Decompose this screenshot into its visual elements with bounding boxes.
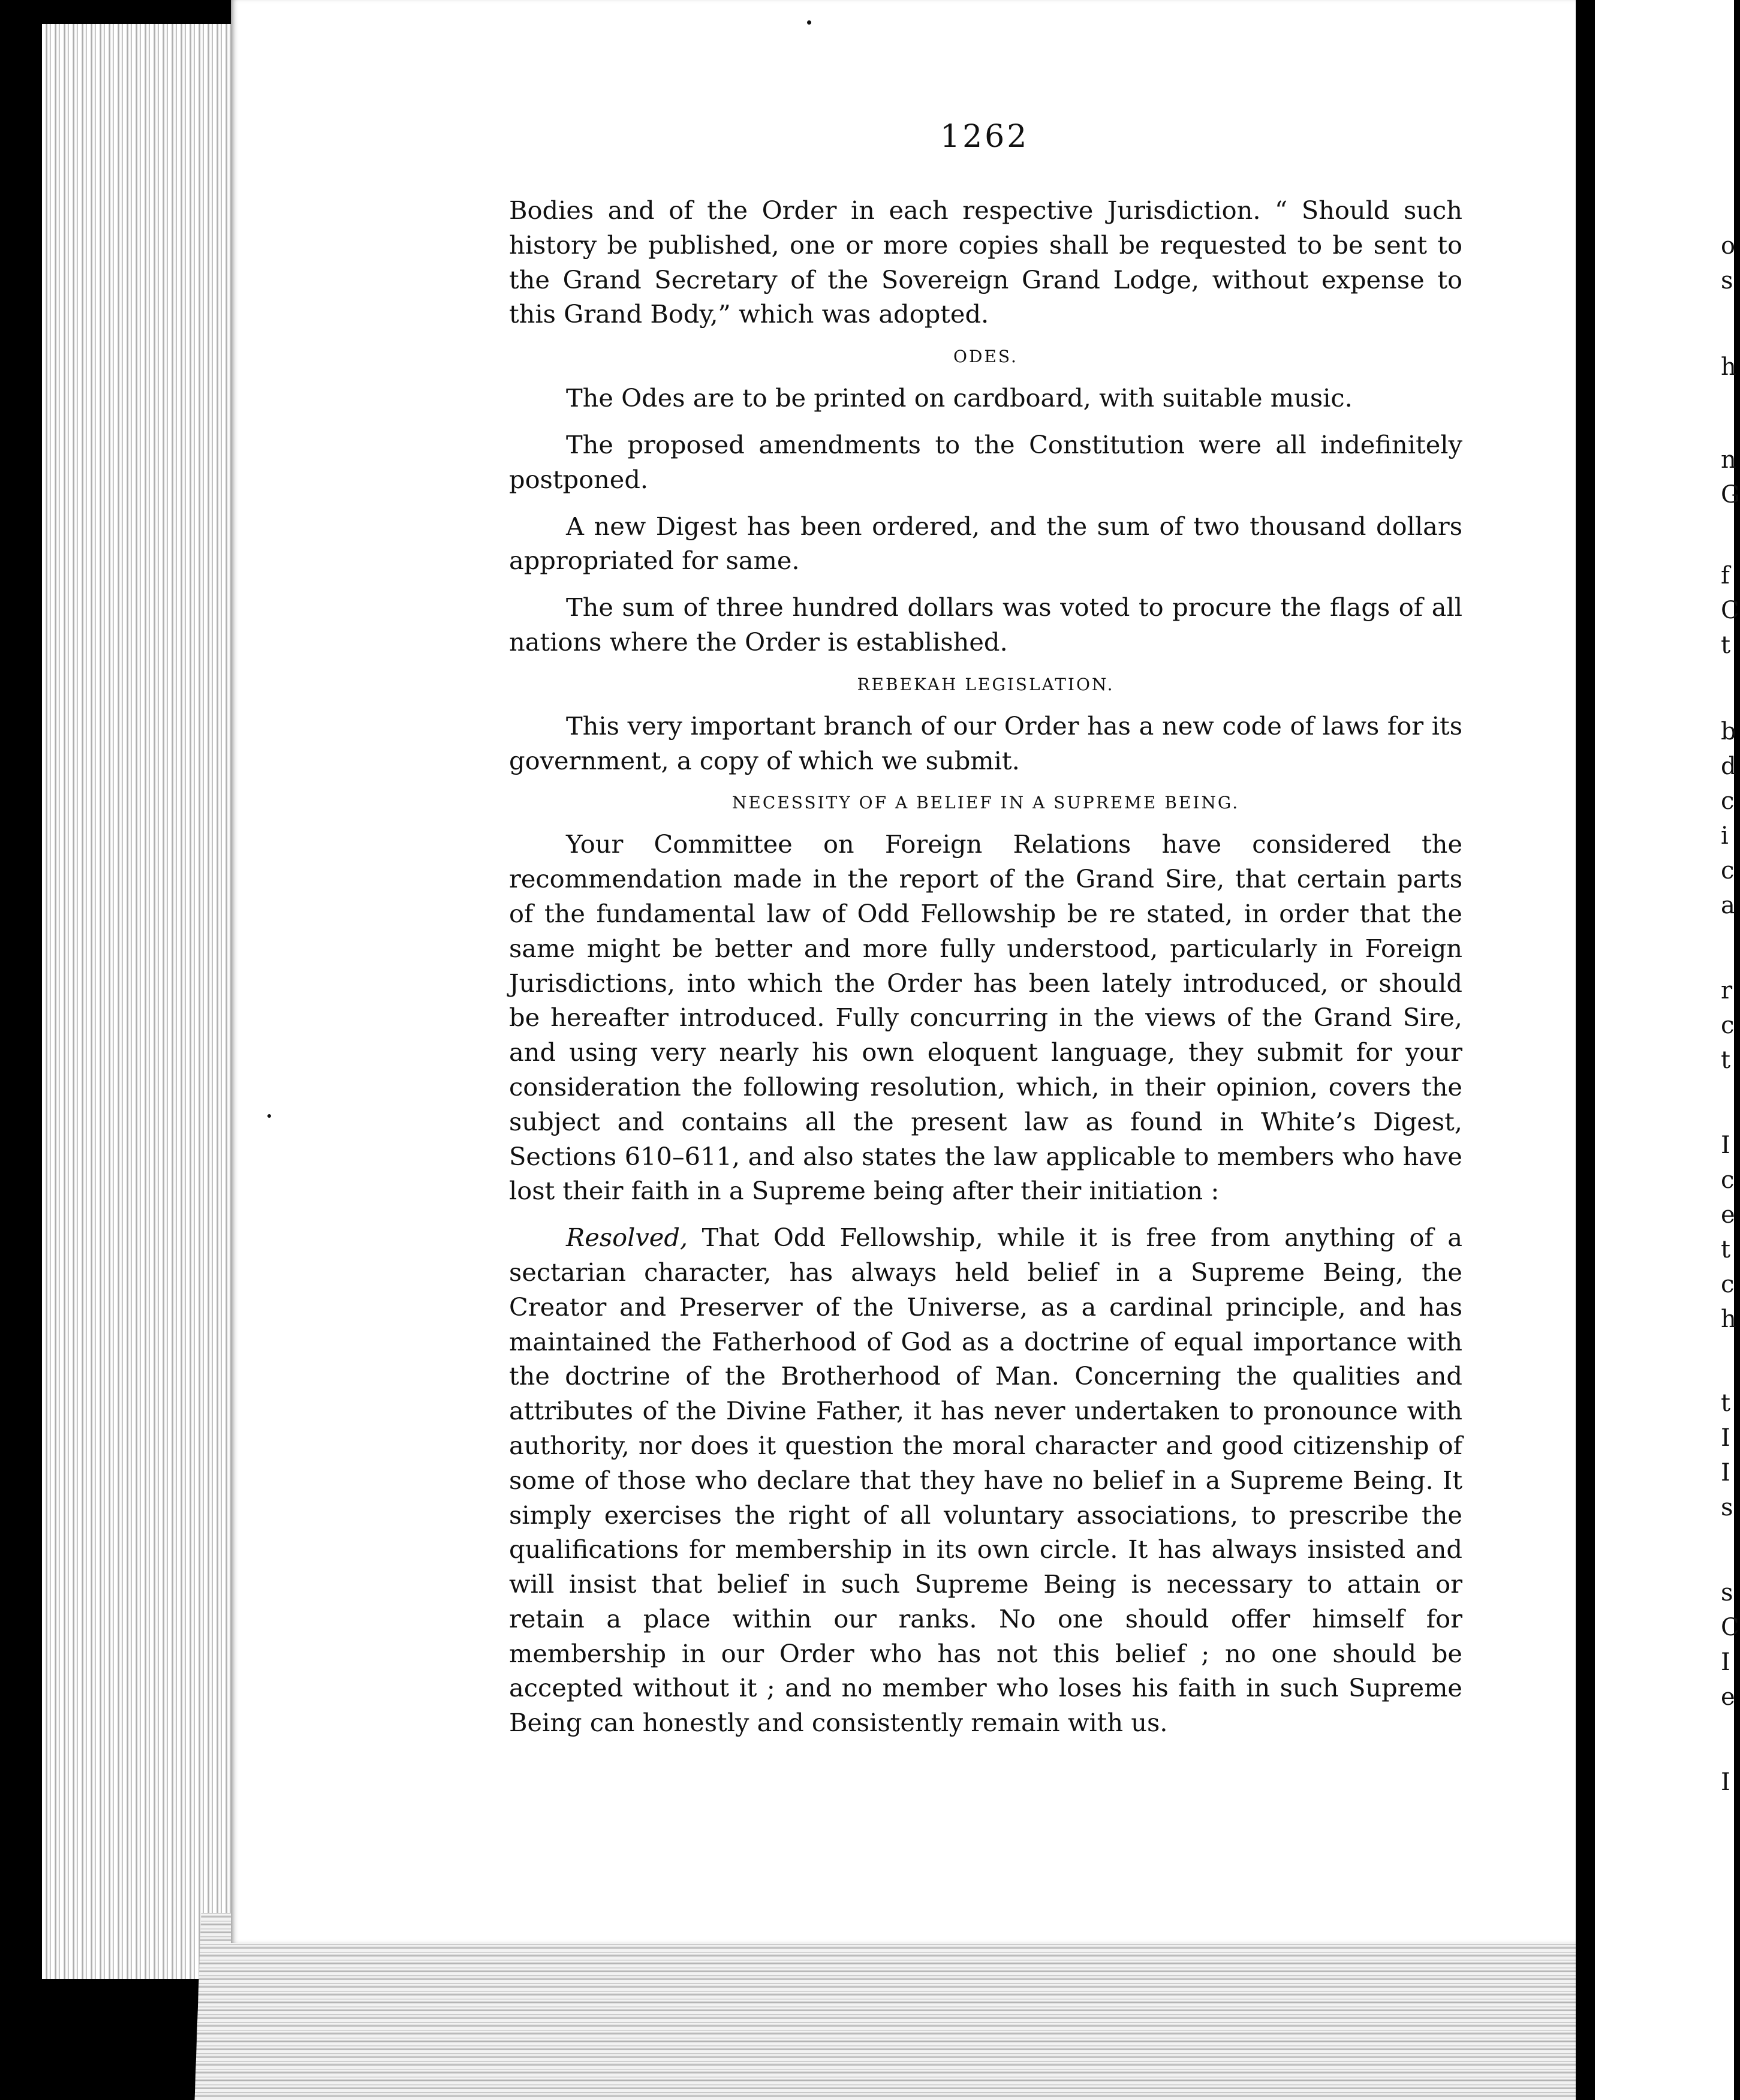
facing-page-letter: I <box>1721 1648 1730 1676</box>
facing-page-letter: c <box>1721 1271 1735 1298</box>
facing-page-letter: n <box>1721 446 1736 474</box>
facing-page-letter: i <box>1721 822 1729 850</box>
facing-page-letter: s <box>1721 1494 1733 1521</box>
facing-page-letter: e <box>1721 1683 1735 1711</box>
facing-page-letter: a <box>1721 892 1735 919</box>
page-text <box>509 193 1462 1752</box>
facing-page-letter: s <box>1721 1579 1733 1606</box>
book-gutter <box>1576 0 1596 2100</box>
facing-page-letter: f <box>1721 562 1730 589</box>
page-stack-edges <box>42 24 234 1979</box>
facing-page-letter: I <box>1721 1424 1730 1452</box>
facing-page-letter: e <box>1721 1201 1735 1229</box>
paragraph-resolved <box>509 1220 1462 1740</box>
facing-page-letter: h <box>1721 353 1736 381</box>
facing-page-letter: r <box>1721 977 1733 1004</box>
facing-page-letter: t <box>1721 631 1731 659</box>
paragraph-flags: The sum of three hundred dollars was voted to procure the flags of all nations where the Order is established. <box>509 592 1462 657</box>
facing-page-letter: t <box>1721 1236 1731 1263</box>
facing-page-letter: c <box>1721 1166 1735 1194</box>
facing-page-text <box>1721 0 1740 2100</box>
facing-page-letter: c <box>1721 857 1735 884</box>
resolved-label: Resolved, <box>566 1223 688 1253</box>
section-heading-rebekah: REBEKAH LEGISLATION. <box>857 674 1115 694</box>
facing-page-letter: s <box>1721 267 1733 294</box>
facing-page-letter: b <box>1721 718 1736 745</box>
paragraph-digest: A new Digest has been ordered, and the sum of two thousand dollars appropriated for same. <box>509 511 1462 576</box>
section-heading-odes: ODES. <box>953 347 1018 367</box>
scan-dark-border <box>0 0 45 2100</box>
facing-page-letter: I <box>1721 1768 1730 1796</box>
facing-page <box>1595 0 1734 2100</box>
facing-page-letter: h <box>1721 1305 1736 1333</box>
facing-page-letter: d <box>1721 753 1736 780</box>
paragraph-history: Bodies and of the Order in each respective Jurisdiction. “ Should such history be published, one or more copies shall be requested to be sent to the Grand Secretary of the Sovereign Grand Lodge, without expense to this Grand Body,” which was adopted. <box>509 195 1462 329</box>
paragraph-odes: The Odes are to be printed on cardboard, with suitable music. <box>566 383 1353 413</box>
paragraph-committee: Your Committee on Foreign Relations have considered the recommendation made in the report of the Grand Sire, that certain parts of the fundamental law of Odd Fellowship be re stated, in order that the same might be better and more fully understood, particularly in Foreign Jurisdictions, into which the Order has been lately introduced, or should be hereafter introduced. Fully concurring in the views of the Grand Sire, and using very nearly his own eloquent language, they submit for your consideration the following resolution, which, in their opinion, covers the subject and contains all the present law as found in White’s Digest, Sections 610–611, and also states the law applicable to members who have lost their faith in a Supreme being after their initiation : <box>509 829 1462 1206</box>
facing-page-letter: c <box>1721 1012 1735 1039</box>
paragraph-rebekah: This very important branch of our Order has a new code of laws for its government, a copy of which we submit. <box>509 711 1462 775</box>
facing-page-letter: C <box>1721 1614 1739 1641</box>
facing-page-letter: t <box>1721 1389 1731 1417</box>
section-heading-belief: NECESSITY OF A BELIEF IN A SUPREME BEING. <box>731 793 1240 813</box>
facing-page-letter: I <box>1721 1132 1730 1159</box>
facing-page-letter: o <box>1721 232 1736 260</box>
facing-page-letter: c <box>1721 787 1735 815</box>
facing-page-letter: C <box>1721 597 1739 624</box>
paragraph-amendments: The proposed amendments to the Constitution were all indefinitely postponed. <box>509 429 1462 494</box>
ink-speck <box>267 1114 271 1118</box>
facing-page-letter: I <box>1721 1459 1730 1487</box>
facing-page-letter: G <box>1721 481 1740 509</box>
resolved-text: That Odd Fellowship, while it is free from anything of a sectarian character, has always held belief in a Supreme Being, the Creator and Preserver of the Universe, as a cardinal principle, and has maintained the Fatherhood of God as a doctrine of equal importance with the doctrine of the Brotherhood of Man. Concerning the qualities and attributes of the Divine Father, it has never undertaken to pronounce with authority, nor does it question the moral character and good citizenship of some of those who declare that they have no belief in a Supreme Being. It simply exercises the right of all voluntary associations, to prescribe the qualifications for membership in its own circle. It has always insisted and will insist that belief in such Supreme Being is necessary to attain or retain a place within our ranks. No one should offer himself for membership in our Order who has not this belief ; no one should be accepted without it ; and no member who loses his faith in such Supreme Being can honestly and consistently remain with us. <box>509 1223 1462 1738</box>
facing-page-letter: t <box>1721 1046 1731 1074</box>
ink-speck <box>807 20 811 25</box>
page-number: 1262 <box>940 119 1029 155</box>
